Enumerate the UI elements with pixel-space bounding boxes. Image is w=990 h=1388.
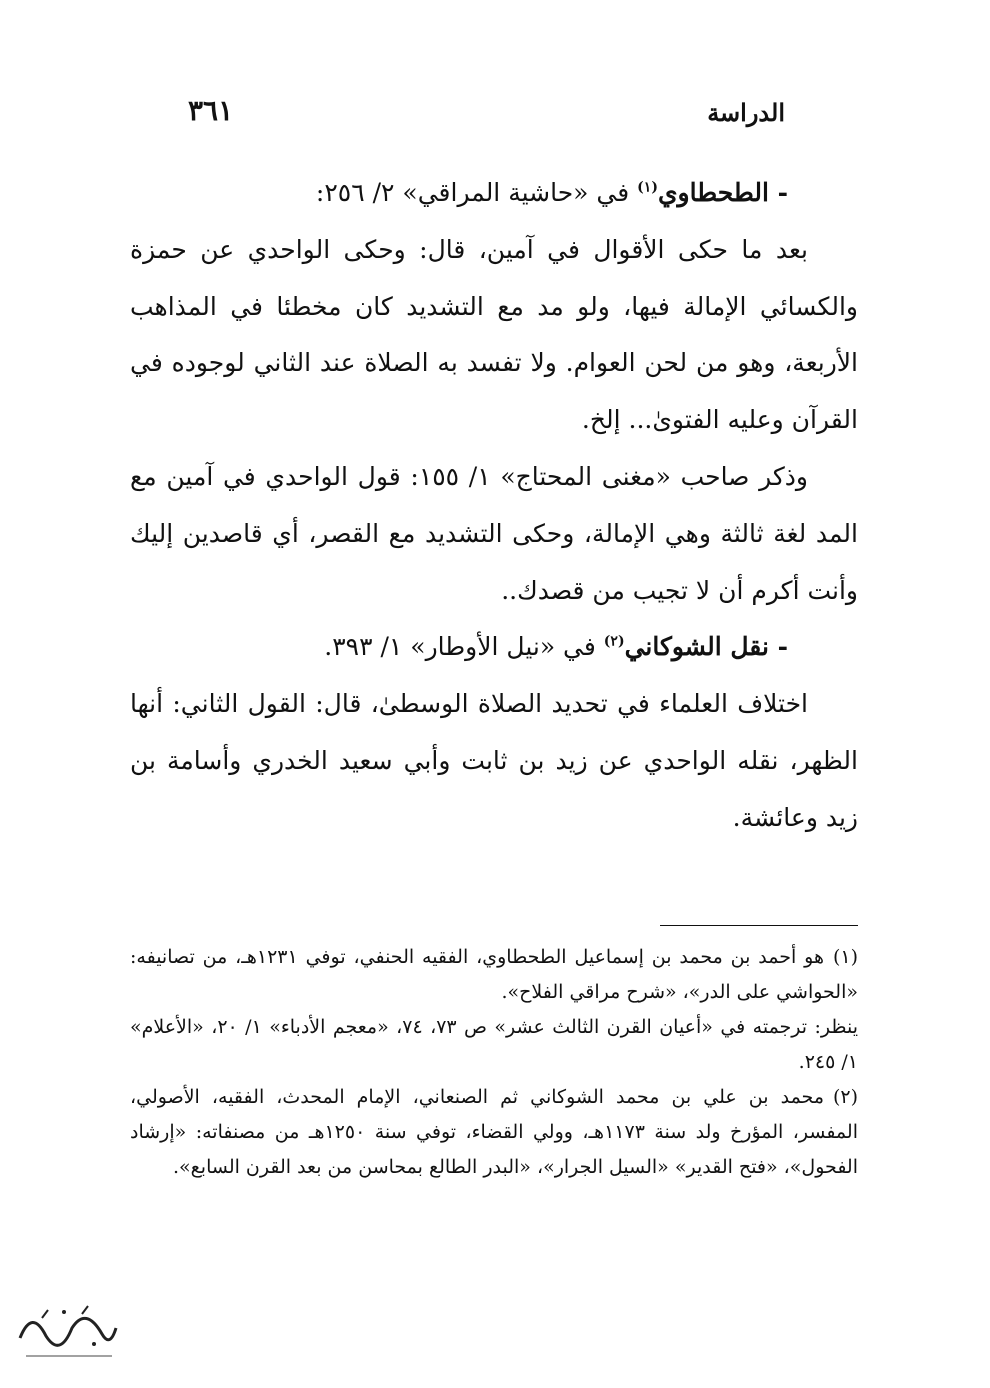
footnote-2 (130, 1080, 858, 1185)
paragraph-wusta: اختلاف العلماء في تحديد الصلاة الوسطىٰ، قال: القول الثاني: أنها الظهر، نقله الواحدي عن زيد بن ثابت وأبي سعيد الخدري وأسامة بن زيد وعائشة. (130, 689, 858, 832)
footnote-1 (130, 940, 858, 1010)
paragraph-mughni: وذكر صاحب «مغنى المحتاج» ١/ ١٥٥: قول الواحدي في آمين مع المد لغة ثالثة وهي الإمالة، وحكى التشديد مع القصر، أي قاصدين إليك وأنت أكرم أن لا تجيب من قصدك.. (130, 461, 858, 605)
calligraphy-logo-icon (12, 1298, 122, 1378)
item-heading-shawkani (130, 619, 858, 676)
footnote-ref-2[interactable]: (٢) (603, 634, 625, 651)
footnote-separator (660, 925, 858, 926)
footnote-number: (١) (832, 946, 858, 968)
footnote-number: (٢) (832, 1086, 858, 1108)
heading-label: - نقل الشوكاني (624, 632, 788, 662)
item-heading-tahtawi (130, 165, 858, 222)
main-text (130, 165, 858, 847)
publisher-logo (12, 1298, 122, 1378)
footnote-text: محمد بن علي بن محمد الشوكاني ثم الصنعاني، الإمام المحدث، الفقيه، الأصولي، المفسر، المؤرخ ولد سنة ١١٧٣هـ، وولي القضاء، توفي سنة ١٢٥٠هـ من مصنفاته: «إرشاد الفحول»، «فتح القدير» «السيل الجرار»، «البدر الطالع بمحاسن من بعد القرن السابع». (130, 1086, 858, 1178)
footnote-1-reference: ينظر: ترجمته في «أعيان القرن الثالث عشر» ص ٧٣، ٧٤، «معجم الأدباء» ١/ ٢٠، «الأعلام» ١/ ٢٤٥. (130, 1016, 858, 1073)
heading-source: في «حاشية المراقي» ٢/ ٢٥٦: (315, 178, 638, 207)
paragraph-amin: بعد ما حكى الأقوال في آمين، قال: وحكى الواحدي عن حمزة والكسائي الإمالة فيها، ولو مد مع التشديد كان مخطئا في المذاهب الأربعة، وهو من لحن العوام. ولا تفسد به الصلاة عند الثاني لوجوده في القرآن وعليه الفتوىٰ... إلخ. (130, 234, 858, 435)
heading-source: في «نيل الأوطار» ١/ ٣٩٣. (324, 632, 604, 662)
footnote-ref-1[interactable]: (١) (637, 179, 658, 196)
running-header-title: الدراسة (707, 98, 785, 127)
footnotes (130, 940, 858, 1185)
page-number: ٣٦١ (188, 94, 234, 127)
heading-label: - الطحطاوي (657, 178, 788, 207)
footnote-text: هو أحمد بن محمد بن إسماعيل الطحطاوي، الفقيه الحنفي، توفي ١٢٣١هـ، من تصانيفه: «الحواشي على الدر»، «شرح مراقي الفلاح». (130, 946, 858, 1003)
